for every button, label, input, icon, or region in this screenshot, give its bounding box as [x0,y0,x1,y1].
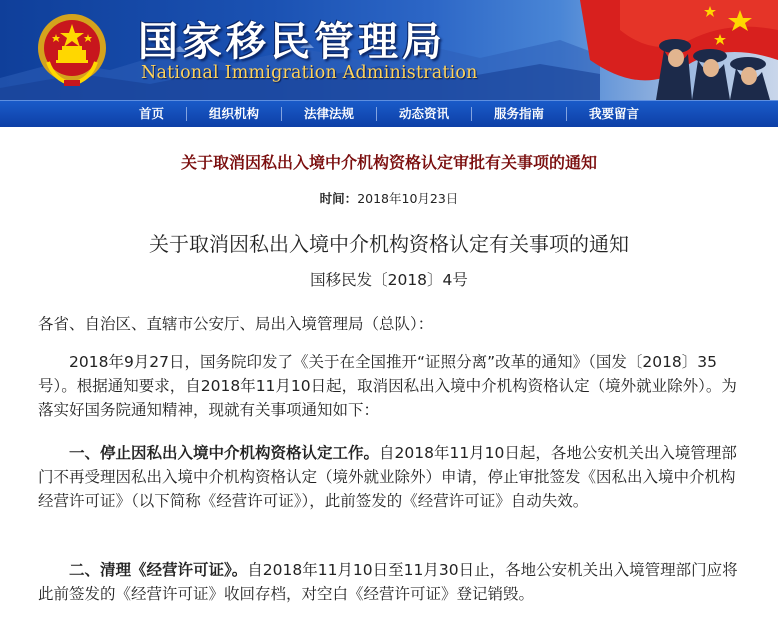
publish-time-value: 2018年10月23日 [357,191,459,206]
nav-news[interactable]: 动态资讯 [399,106,450,121]
nav-divider [376,107,377,121]
site-title-chinese: 国家移民管理局 [138,19,446,65]
national-emblem-icon [34,10,110,90]
item-two-heading: 二、清理《经营许可证》。 [69,561,248,579]
site-banner [0,0,778,100]
publish-time [0,189,778,207]
item-one-body: 自2018年11月10日起，各地公安机关出入境管理部门不再受理因私出入境中介机构资格认定（境外就业除外）申请，停止审批签发《因私出入境中介机构经营许可证》（以下简称《经营许可证》），此前签发的《经营许可证》自动失效。 [38,444,737,510]
nav-service-guide[interactable]: 服务指南 [494,106,545,121]
nav-leave-message[interactable]: 我要留言 [589,106,640,121]
nav-divider [471,107,472,121]
page-title: 关于取消因私出入境中介机构资格认定审批有关事项的通知 [180,153,597,172]
site-title-english: National Immigration Administration [141,63,478,83]
paragraph-item-one [38,441,740,513]
document-title: 关于取消因私出入境中介机构资格认定有关事项的通知 [149,232,629,256]
nav-home[interactable]: 首页 [138,106,164,121]
document-number: 国移民发〔2018〕4号 [310,271,468,289]
nav-divider [281,107,282,121]
item-two-body: 自2018年11月10日至11月30日止，各地公安机关出入境管理部门应将此前签发的《经营许可证》收回存档，对空白《经营许可证》登记销毁。 [38,561,738,603]
nav-divider [186,107,187,121]
publish-time-label: 时间： [319,191,358,206]
main-nav [0,100,778,127]
nav-divider [566,107,567,121]
nav-organization[interactable]: 组织机构 [208,106,259,121]
flag-and-officers-art [560,0,778,100]
paragraph-item-two [38,558,740,606]
paragraph-intro: 2018年9月27日，国务院印发了《关于在全国推开“证照分离”改革的通知》（国发〔2018〕35号）。根据通知要求，自2018年11月10日起，取消因私出入境中介机构资格认定（境外就业除外）。为落实好国务院通知精神，现就有关事项通知如下： [38,353,737,419]
item-one-heading: 一、停止因私出入境中介机构资格认定工作。 [69,444,380,462]
salutation: 各省、自治区、直辖市公安厅、局出入境管理局（总队）： [38,315,434,333]
nav-laws[interactable]: 法律法规 [303,106,354,121]
